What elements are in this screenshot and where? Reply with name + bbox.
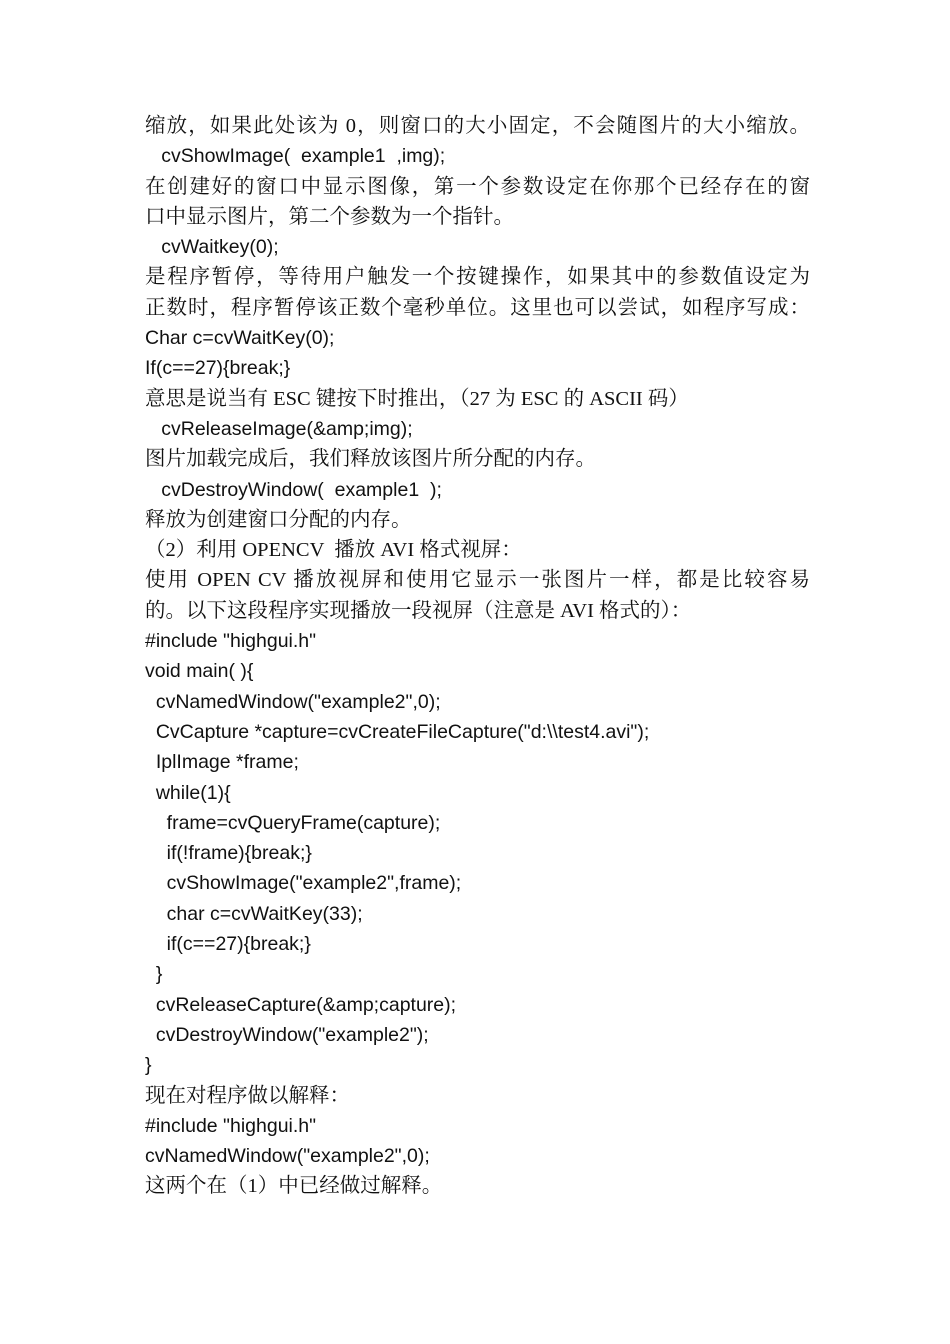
code-line: if(!frame){break;} bbox=[145, 842, 312, 865]
code-line: IplImage *frame; bbox=[145, 751, 299, 774]
code-line: } bbox=[145, 1054, 152, 1077]
code-line: CvCapture *capture=cvCreateFileCapture("d:\\test4.avi"); bbox=[145, 720, 650, 743]
code-line: Char c=cvWaitKey(0); bbox=[145, 327, 335, 350]
text-line: 口中显示图片，第二个参数为一个指针。 bbox=[145, 205, 514, 228]
code-line: while(1){ bbox=[145, 781, 231, 804]
text-line: 释放为创建窗口分配的内存。 bbox=[145, 508, 412, 531]
code-line: if(c==27){break;} bbox=[145, 933, 311, 956]
code-line: cvDestroyWindow( example1 ); bbox=[145, 478, 442, 501]
code-line: void main( ){ bbox=[145, 660, 254, 683]
code-line: frame=cvQueryFrame(capture); bbox=[145, 811, 441, 834]
text-line: 缩放，如果此处该为 0，则窗口的大小固定，不会随图片的大小缩放。 bbox=[145, 115, 810, 137]
code-line: #include "highgui.h" bbox=[145, 1114, 317, 1137]
document-body bbox=[145, 111, 810, 1202]
text-line: （2）利用 OPENCV 播放 AVI 格式视屏： bbox=[145, 539, 522, 562]
text-line: 正数时，程序暂停该正数个毫秒单位。这里也可以尝试，如程序写成： bbox=[145, 296, 810, 319]
text-line: 现在对程序做以解释： bbox=[145, 1084, 350, 1107]
text-line: 图片加载完成后，我们释放该图片所分配的内存。 bbox=[145, 448, 596, 471]
text-line: 是程序暂停，等待用户触发一个按键操作，如果其中的参数值设定为 bbox=[145, 266, 810, 289]
code-line: cvShowImage("example2",frame); bbox=[145, 872, 462, 895]
code-line: cvNamedWindow("example2",0); bbox=[145, 1145, 430, 1168]
text-line: 意思是说当有 ESC 键按下时推出，（27 为 ESC 的 ASCII 码） bbox=[145, 387, 689, 410]
code-line: #include "highgui.h" bbox=[145, 630, 317, 653]
code-line: cvShowImage( example1 ,img); bbox=[145, 145, 446, 168]
code-line: cvWaitkey(0); bbox=[145, 236, 279, 259]
code-line: char c=cvWaitKey(33); bbox=[145, 902, 363, 925]
text-line: 使用 OPEN CV 播放视屏和使用它显示一张图片一样，都是比较容易 bbox=[145, 569, 810, 592]
code-line: cvReleaseImage(&amp;img); bbox=[145, 417, 413, 440]
text-line: 的。以下这段程序实现播放一段视屏（注意是 AVI 格式的）： bbox=[145, 599, 692, 622]
code-line: If(c==27){break;} bbox=[145, 357, 291, 380]
code-line: cvDestroyWindow("example2"); bbox=[145, 1023, 429, 1046]
code-line: } bbox=[145, 963, 163, 986]
text-line: 在创建好的窗口中显示图像，第一个参数设定在你那个已经存在的窗 bbox=[145, 175, 810, 198]
text-line: 这两个在（1）中已经做过解释。 bbox=[145, 1175, 443, 1198]
code-line: cvNamedWindow("example2",0); bbox=[145, 690, 441, 713]
code-line: cvReleaseCapture(&amp;capture); bbox=[145, 993, 457, 1016]
